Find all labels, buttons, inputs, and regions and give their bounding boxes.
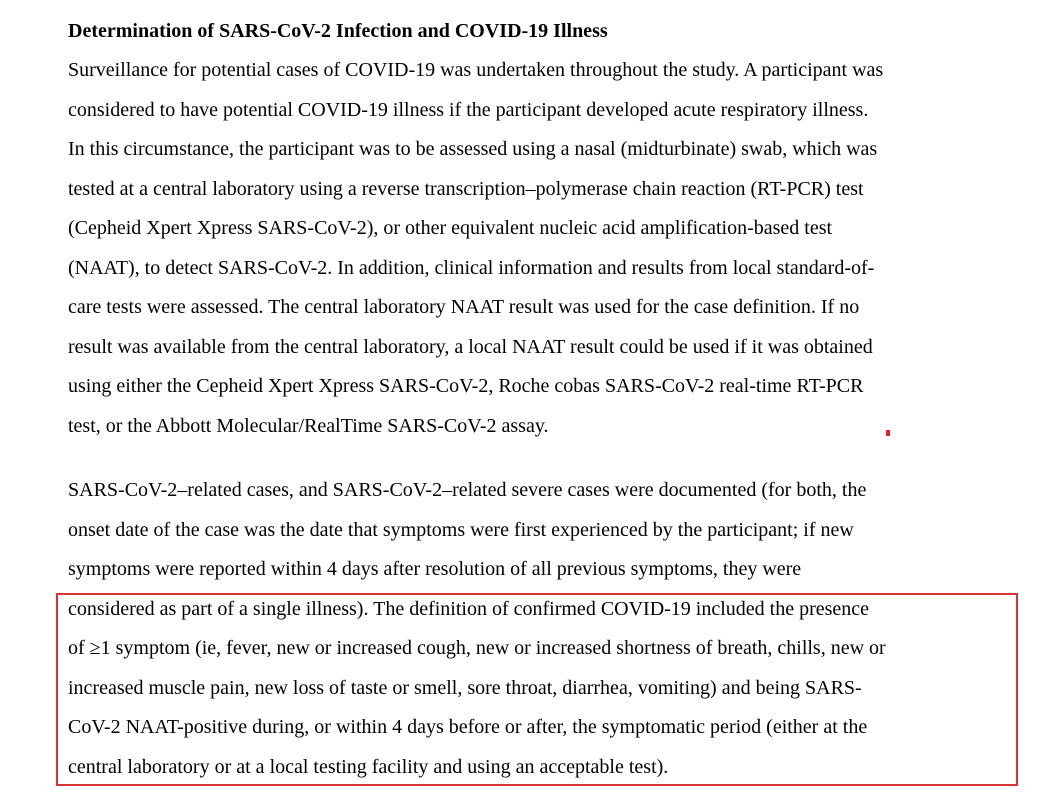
text-line: increased muscle pain, new loss of taste or smell, sore throat, diarrhea, vomiting) and being SARS-: [68, 676, 862, 699]
text-line: care tests were assessed. The central laboratory NAAT result was used for the case definition. If no: [68, 296, 860, 318]
text-line: of ≥1 symptom (ie, fever, new or increased cough, new or increased shortness of breath, chills, new or: [68, 637, 886, 659]
text-line: symptoms were reported within 4 days after resolution of all previous symptoms, they were: [68, 558, 802, 580]
text-line: using either the Cepheid Xpert Xpress SARS-CoV-2, Roche cobas SARS-CoV-2 real-time RT-PCR: [68, 375, 864, 397]
paragraph-surveillance: [68, 51, 883, 446]
text-line: test, or the Abbott Molecular/RealTime SARS-CoV-2 assay.: [68, 414, 549, 437]
text-line: (Cepheid Xpert Xpress SARS-CoV-2), or other equivalent nucleic acid amplification-based test: [68, 217, 833, 239]
text-line: Surveillance for potential cases of COVID-19 was undertaken throughout the study. A participant was: [68, 59, 884, 81]
text-line: considered to have potential COVID-19 illness if the participant developed acute respiratory illness.: [68, 98, 869, 121]
text-line: tested at a central laboratory using a reverse transcription–polymerase chain reaction (RT-PCR) test: [68, 177, 864, 200]
red-mark: [886, 430, 890, 436]
text-line: SARS-CoV-2–related cases, and SARS-CoV-2–related severe cases were documented (for both, the: [68, 479, 867, 501]
highlight-box: [56, 593, 1018, 786]
text-line: onset date of the case was the date that symptoms were first experienced by the participant; if new: [68, 518, 854, 541]
text-line: central laboratory or at a local testing facility and using an acceptable test).: [68, 755, 669, 778]
text-line: (NAAT), to detect SARS-CoV-2. In addition, clinical information and results from local standard-of-: [68, 256, 875, 279]
text-line: CoV-2 NAAT-positive during, or within 4 days before or after, the symptomatic period (either at the: [68, 716, 868, 738]
text-line: In this circumstance, the participant was to be assessed using a nasal (midturbinate) swab, which was: [68, 138, 878, 160]
text-line: considered as part of a single illness). The definition of confirmed COVID-19 included the presence: [68, 597, 870, 620]
section-heading: Determination of SARS-CoV-2 Infection and COVID-19 Illness: [68, 20, 608, 42]
text-line: result was available from the central laboratory, a local NAAT result could be used if it was obtained: [68, 335, 873, 358]
